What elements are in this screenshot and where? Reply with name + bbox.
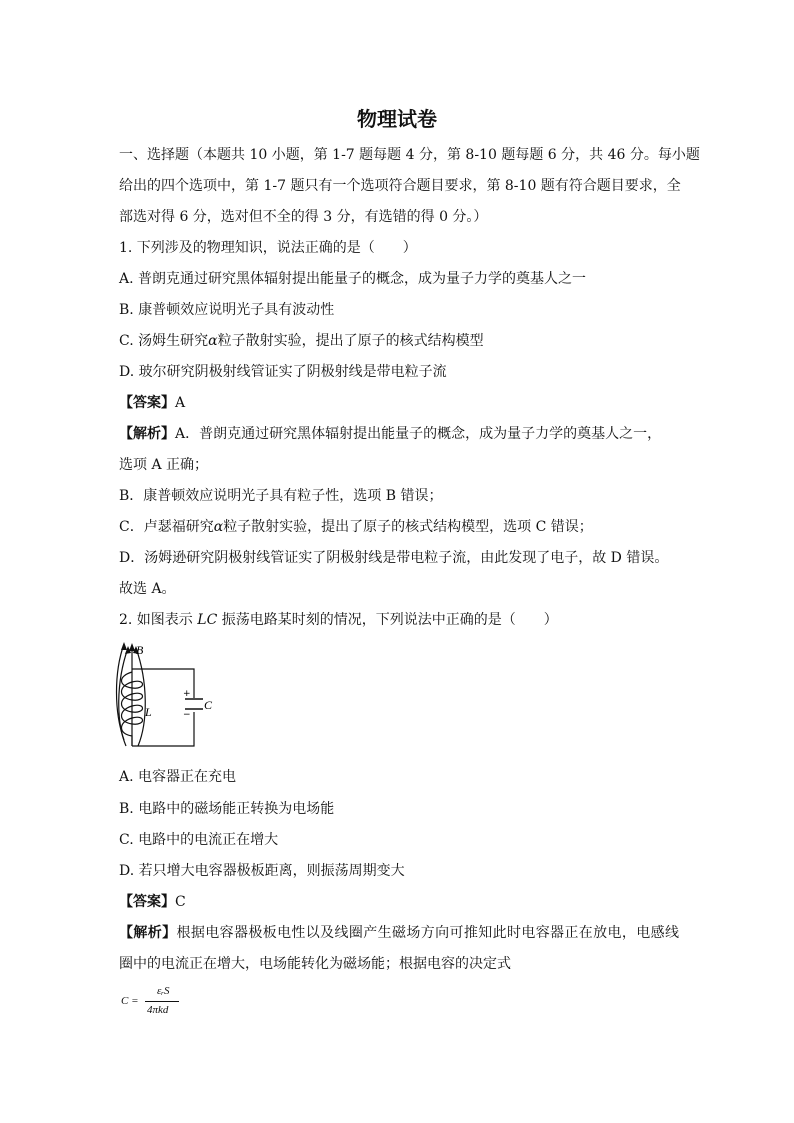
fraction-bar: [145, 1001, 179, 1002]
q1-option-b: B. 康普顿效应说明光子具有波动性: [119, 302, 335, 318]
label-c: C: [204, 698, 213, 712]
q2-option-a: A. 电容器正在充电: [119, 769, 237, 785]
q2-option-d: D. 若只增大电容器极板距离，则振荡周期变大: [119, 863, 405, 879]
section-header-line-3: 部选对得 6 分，选对但不全的得 3 分，有选错的得 0 分。）: [119, 209, 488, 225]
field-line-right: [136, 648, 145, 746]
q1-option-c-text-2: 粒子散射实验，提出了原子的核式结构模型: [217, 333, 484, 349]
q1-answer: [119, 393, 679, 413]
answer-tag: 【答案】: [119, 395, 175, 411]
q1-answer-value: A: [175, 395, 186, 411]
formula-denominator: 4πkd: [147, 1004, 169, 1016]
formula-numerator: εᵣS: [157, 985, 170, 997]
q1-option-d: D. 玻尔研究阴极射线管证实了阴极射线是带电粒子流: [119, 364, 447, 380]
q2-stem-text-1: 2. 如图表示: [119, 612, 198, 628]
q1-analysis-2: 选项 A 正确；: [119, 457, 209, 473]
label-l: L: [145, 705, 152, 719]
page-title: 物理试卷: [357, 107, 437, 131]
q1-analysis-1-text: A．普朗克通过研究黑体辐射提出能量子的概念，成为量子力学的奠基人之一，: [175, 426, 662, 442]
field-arrow: [121, 642, 127, 650]
analysis-tag: 【解析】: [119, 426, 175, 442]
q1-option-a: A. 普朗克通过研究黑体辐射提出能量子的概念，成为量子力学的奠基人之一: [119, 271, 587, 287]
formula-lhs: C =: [121, 995, 139, 1007]
field-line-outer: [117, 644, 125, 740]
q2-answer-value: C: [175, 894, 186, 910]
alpha-symbol: α: [213, 519, 224, 535]
capacitance-formula: [121, 985, 191, 1019]
q1-option-c: [119, 331, 679, 351]
q2-option-b: B. 电路中的磁场能正转换为电场能: [119, 801, 335, 817]
q2-stem-text-2: 振荡电路某时刻的情况，下列说法中正确的是（ ）: [217, 612, 558, 628]
q1-analysis-4-text-1: C．卢瑟福研究: [119, 519, 214, 535]
q1-option-c-text-1: C. 汤姆生研究: [119, 333, 209, 349]
q1-analysis-4-text-2: 粒子散射实验，提出了原子的核式结构模型，选项 C 错误；: [223, 519, 593, 535]
q2-stem: [119, 610, 679, 630]
section-header-line-2: 给出的四个选项中，第 1-7 题只有一个选项符合题目要求，第 8-10 题有符合题目要求，全: [119, 178, 681, 194]
q1-stem: 1. 下列涉及的物理知识，说法正确的是（ ）: [119, 240, 417, 256]
q2-analysis-1: [119, 923, 679, 943]
q1-conclusion: 故选 A。: [119, 581, 176, 597]
q1-analysis-1: [119, 424, 679, 444]
q2-stem-lc: LC: [197, 612, 218, 628]
field-arrow: [129, 643, 135, 651]
label-plus: +: [183, 689, 191, 699]
q2-answer: [119, 892, 679, 912]
lc-circuit-diagram: [112, 642, 222, 750]
q2-option-c: C. 电路中的电流正在增大: [119, 832, 279, 848]
q2-analysis-2: 圈中的电流正在增大，电场能转化为磁场能；根据电容的决定式: [119, 956, 511, 972]
label-minus: −: [183, 710, 191, 720]
answer-tag: 【答案】: [119, 894, 175, 910]
alpha-symbol: α: [208, 333, 218, 349]
q1-analysis-4: [119, 517, 679, 537]
q2-analysis-1-text: 根据电容器极板电性以及线圈产生磁场方向可推知此时电容器正在放电，电感线: [176, 925, 680, 941]
q1-analysis-3: B．康普顿效应说明光子具有粒子性，选项 B 错误；: [119, 488, 443, 504]
analysis-tag: 【解析】: [119, 925, 177, 941]
label-b: B: [136, 643, 144, 657]
section-header-line-1: 一、选择题（本题共 10 小题，第 1-7 题每题 4 分，第 8-10 题每题 6 分，共 46 分。每小题: [119, 147, 700, 163]
q1-analysis-5: D．汤姆逊研究阴极射线管证实了阴极射线是带电粒子流，由此发现了电子，故 D 错误。: [119, 550, 669, 566]
